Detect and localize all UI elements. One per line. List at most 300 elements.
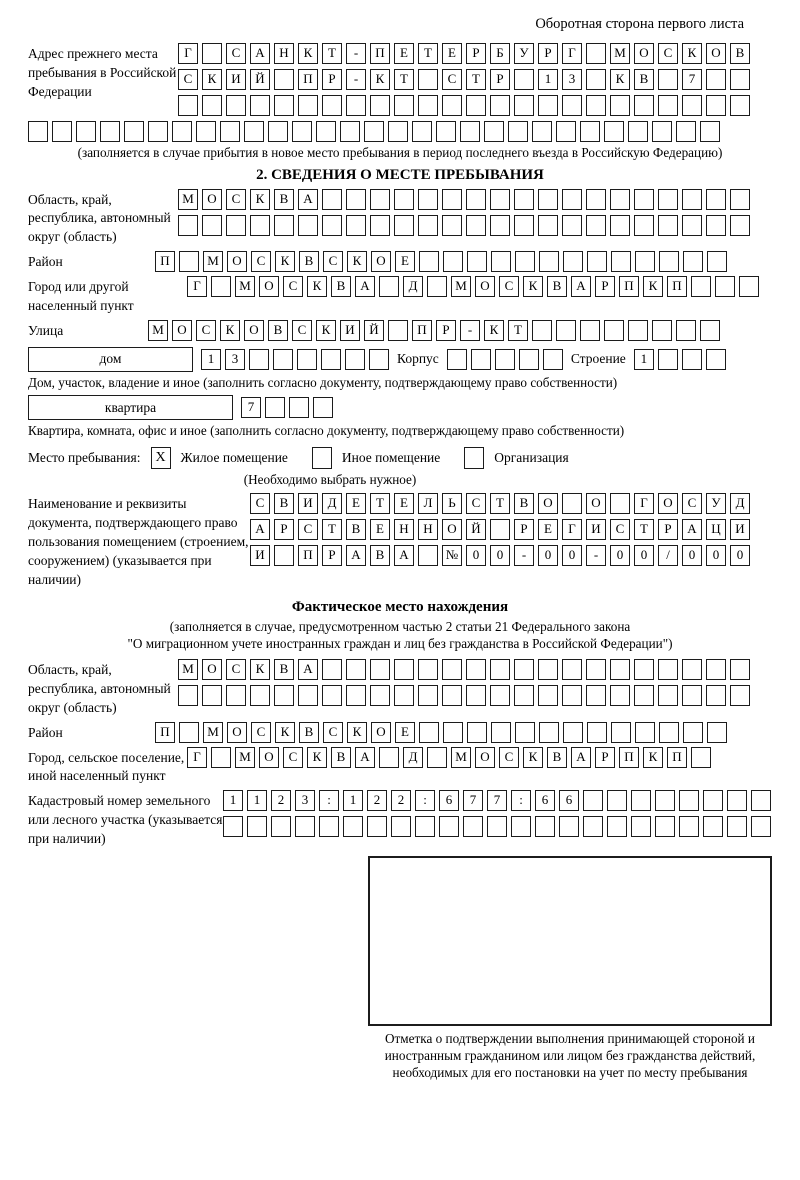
char-cell: М [178,659,198,680]
char-cell: П [667,276,687,297]
char-cell [436,121,456,142]
char-cell: М [148,320,168,341]
char-cell [655,790,675,811]
char-cell [370,659,390,680]
mesto-label: Место пребывания: [28,449,141,465]
char-cell [634,215,654,236]
char-cell [658,215,678,236]
char-cell: А [682,519,702,540]
char-cell [562,189,582,210]
char-cell: Г [178,43,198,64]
char-cell [658,69,678,90]
char-cell [172,121,192,142]
char-cell: К [610,69,630,90]
char-cell [706,349,726,370]
char-cell: И [340,320,360,341]
char-cell [343,816,363,837]
char-cell: Е [370,519,390,540]
char-cell [490,659,510,680]
char-cell [679,790,699,811]
char-cell: С [499,276,519,297]
char-cell [418,659,438,680]
char-cell: А [394,545,414,566]
mesto-note: (Необходимо выбрать нужное) [243,471,417,487]
char-cell [274,95,294,116]
char-cell: Т [370,493,390,514]
char-cell: О [658,493,678,514]
char-cell [682,349,702,370]
kvartira-box-label: квартира [28,395,233,420]
char-cell: 0 [706,545,726,566]
char-cell: Т [394,69,414,90]
char-cell: 3 [225,349,245,370]
char-cell: С [226,189,246,210]
char-cell: П [412,320,432,341]
option-organizatsiya-label: Организация [494,449,569,465]
char-cell: К [370,69,390,90]
char-cell: Р [595,276,615,297]
char-cell: 7 [487,790,507,811]
char-cell [442,685,462,706]
ulitsa-label: Улица [28,322,64,338]
char-cell: С [250,493,270,514]
char-cell: А [571,276,591,297]
char-cell [730,95,750,116]
char-cell: К [275,251,295,272]
fact-oblast-grids [178,659,750,706]
char-cell [273,349,293,370]
char-grid [178,215,750,236]
char-grid [178,43,750,64]
char-cell: К [523,747,543,768]
stamp-caption: Отметка о подтверждении выполнения принимающей стороной и иностранным гражданином или лицом без гражданства действий, необходимых для его постановки на учет по месту пребывания [384,1031,756,1081]
char-cell [346,189,366,210]
char-cell: С [226,43,246,64]
char-cell [730,215,750,236]
char-cell [580,320,600,341]
char-cell [691,747,711,768]
oblast-grids [178,189,750,236]
char-cell [223,816,243,837]
char-cell [634,659,654,680]
char-cell [297,349,317,370]
char-cell: И [730,519,750,540]
char-cell [538,189,558,210]
fact-gorod-label: Город, сельское поселение, иной населенный пункт [28,749,185,784]
document-label: Наименование и реквизиты документа, подтверждающего право пользования помещением (строением, сооружением) (указывается при наличии) [28,496,249,588]
char-cell [442,95,462,116]
char-cell: А [298,189,318,210]
char-cell: К [643,276,663,297]
gorod-label: Город или другой населенный пункт [28,279,134,314]
char-cell [442,659,462,680]
char-cell [321,349,341,370]
char-cell [703,790,723,811]
char-cell [610,685,630,706]
char-cell [715,276,735,297]
fact-oblast-block [28,659,772,718]
fact-note1: (заполняется в случае, предусмотренном частью 2 статьи 21 Федерального закона [169,618,631,634]
oblast-label: Область, край, республика, автономный округ (область) [28,191,171,245]
char-cell: Д [322,493,342,514]
char-cell [491,722,511,743]
char-cell: 1 [634,349,654,370]
kadastr-grids [223,790,771,837]
kadastr-label: Кадастровый номер земельного или лесного участка (указывается при наличии) [28,793,223,847]
char-cell: Е [395,722,415,743]
char-cell [658,95,678,116]
kvartira-row [28,395,772,420]
char-cell [418,685,438,706]
char-cell [751,790,771,811]
char-cell [419,251,439,272]
char-cell [484,121,504,142]
char-cell [730,685,750,706]
char-cell: О [371,722,391,743]
char-cell: К [202,69,222,90]
char-cell: К [347,251,367,272]
char-cell [682,95,702,116]
char-cell [370,189,390,210]
char-cell [700,320,720,341]
char-grid [241,397,333,418]
kvartira-caption: Квартира, комната, офис и иное (заполнить согласно документу, подтверждающему право собственности) [28,423,625,439]
fact-rayon-label: Район [28,724,63,740]
char-cell: 2 [367,790,387,811]
char-cell [466,685,486,706]
char-cell: О [371,251,391,272]
char-cell [388,320,408,341]
char-cell [427,276,447,297]
char-cell: А [250,519,270,540]
char-cell: О [538,493,558,514]
char-cell: О [706,43,726,64]
char-cell [586,69,606,90]
prev-address-grids [178,43,750,116]
char-cell [391,816,411,837]
char-cell: № [442,545,462,566]
char-cell [322,189,342,210]
char-cell [611,722,631,743]
char-cell: П [619,747,639,768]
char-cell [635,251,655,272]
char-cell: 3 [562,69,582,90]
char-cell: У [514,43,534,64]
char-cell [562,215,582,236]
char-cell: В [730,43,750,64]
char-cell: : [415,790,435,811]
char-cell [316,121,336,142]
char-cell: С [298,519,318,540]
char-cell: В [346,519,366,540]
char-cell [679,816,699,837]
char-cell [611,251,631,272]
char-cell [727,790,747,811]
char-cell [466,95,486,116]
char-cell: С [499,747,519,768]
char-cell [586,685,606,706]
char-cell [543,349,563,370]
char-cell [514,659,534,680]
char-cell [610,215,630,236]
char-cell [274,545,294,566]
char-cell: - [346,43,366,64]
char-cell: М [178,189,198,210]
char-cell: П [298,545,318,566]
char-cell: К [307,747,327,768]
char-cell: 0 [730,545,750,566]
char-cell [607,790,627,811]
char-cell: В [634,69,654,90]
prev-address-caption: (заполняется в случае прибытия в новое место пребывания в период последнего въезда в Российскую Федерацию) [77,145,723,160]
char-cell: 1 [201,349,221,370]
char-cell: О [475,276,495,297]
char-cell [535,816,555,837]
char-cell: А [355,747,375,768]
char-cell [562,685,582,706]
char-cell: Й [250,69,270,90]
char-cell [418,189,438,210]
char-grid [223,816,771,837]
char-cell [730,659,750,680]
char-cell: 7 [463,790,483,811]
char-cell: Р [274,519,294,540]
char-cell [274,69,294,90]
char-cell [652,320,672,341]
char-cell [220,121,240,142]
char-cell [563,251,583,272]
dom-row [28,347,772,372]
char-cell: Е [346,493,366,514]
char-cell: В [274,493,294,514]
char-cell: Е [538,519,558,540]
char-cell: К [275,722,295,743]
char-cell: Р [490,69,510,90]
char-cell: С [251,251,271,272]
char-cell: 0 [466,545,486,566]
kadastr-block [28,790,772,849]
char-cell [268,121,288,142]
char-cell: Т [490,493,510,514]
char-cell [559,816,579,837]
char-cell [580,121,600,142]
char-cell: И [226,69,246,90]
rayon-block [28,251,772,272]
char-cell [659,251,679,272]
char-cell [586,43,606,64]
char-cell: К [220,320,240,341]
char-cell: Е [394,493,414,514]
char-cell: М [235,747,255,768]
char-cell: 0 [610,545,630,566]
char-cell: П [619,276,639,297]
char-cell: А [355,276,375,297]
char-cell: О [259,747,279,768]
char-cell [610,493,630,514]
char-cell [322,215,342,236]
char-cell [676,320,696,341]
char-cell: В [274,659,294,680]
char-cell [370,685,390,706]
char-cell [471,349,491,370]
document-grids [250,493,750,566]
prev-address-label: Адрес прежнего места пребывания в Российской Федерации [28,46,177,99]
char-cell: Т [322,43,342,64]
char-cell: О [202,189,222,210]
document-block [28,493,772,589]
char-cell [490,95,510,116]
char-cell [495,349,515,370]
char-grid [250,493,750,514]
fact-note2: "О миграционном учете иностранных граждан и лиц без гражданства в Российской Федерации") [127,636,673,652]
char-cell [676,121,696,142]
char-cell [583,816,603,837]
char-cell [379,747,399,768]
char-cell: М [203,722,223,743]
char-cell [703,816,723,837]
char-cell [247,816,267,837]
char-cell: Ь [442,493,462,514]
char-cell: С [178,69,198,90]
char-cell [658,659,678,680]
stroenie-label: Строение [570,351,626,367]
char-cell: / [658,545,678,566]
char-cell: 7 [241,397,261,418]
char-cell [388,121,408,142]
char-cell: П [667,747,687,768]
checkbox-zhiloe: X [151,447,171,469]
char-cell: М [451,276,471,297]
char-cell [634,95,654,116]
char-cell [706,215,726,236]
char-cell [562,493,582,514]
char-cell [538,215,558,236]
char-cell [628,121,648,142]
char-grid [178,685,750,706]
char-cell: С [682,493,702,514]
char-cell: Й [364,320,384,341]
char-cell [607,816,627,837]
char-cell [682,659,702,680]
char-cell: И [298,493,318,514]
char-cell [322,95,342,116]
char-cell: : [319,790,339,811]
char-cell: 2 [271,790,291,811]
char-grid [250,545,750,566]
char-grid [155,722,727,743]
char-cell [250,685,270,706]
char-cell [487,816,507,837]
char-cell [460,121,480,142]
char-cell [586,95,606,116]
char-cell [178,685,198,706]
char-cell [443,722,463,743]
char-cell [610,659,630,680]
char-cell: В [370,545,390,566]
char-cell: Г [634,493,654,514]
char-cell [415,816,435,837]
char-cell [442,215,462,236]
char-cell [604,320,624,341]
char-cell: 2 [391,790,411,811]
char-cell [148,121,168,142]
char-grid [223,790,771,811]
char-cell [367,816,387,837]
char-cell: В [331,276,351,297]
char-cell [211,276,231,297]
char-cell: Е [442,43,462,64]
char-cell [700,121,720,142]
char-cell [691,276,711,297]
char-cell: Н [394,519,414,540]
char-cell [427,747,447,768]
char-cell: О [172,320,192,341]
char-cell [682,685,702,706]
char-cell [346,215,366,236]
char-cell: 1 [223,790,243,811]
char-cell [514,95,534,116]
dom-box-label: дом [28,347,193,372]
char-cell: 0 [682,545,702,566]
char-cell: П [298,69,318,90]
char-cell: М [451,747,471,768]
char-cell [706,69,726,90]
char-cell: К [682,43,702,64]
char-grid [178,69,750,90]
char-grid [155,251,727,272]
char-cell: Г [562,519,582,540]
char-cell [466,659,486,680]
char-cell [346,95,366,116]
char-cell [298,215,318,236]
char-cell: В [547,747,567,768]
char-cell: А [571,747,591,768]
char-cell [508,121,528,142]
char-cell [538,95,558,116]
char-cell: 0 [562,545,582,566]
char-cell [466,189,486,210]
char-cell: П [155,722,175,743]
char-cell: А [298,659,318,680]
char-cell: В [514,493,534,514]
char-cell: К [250,659,270,680]
char-cell: С [610,519,630,540]
char-cell [295,816,315,837]
char-cell [539,722,559,743]
char-cell: 1 [538,69,558,90]
char-cell [538,685,558,706]
char-cell [467,722,487,743]
char-cell [346,685,366,706]
char-cell: Т [418,43,438,64]
char-cell [419,722,439,743]
char-cell [706,95,726,116]
char-cell: О [202,659,222,680]
char-cell: Ц [706,519,726,540]
char-cell: Й [466,519,486,540]
char-cell: С [226,659,246,680]
char-cell: А [346,545,366,566]
char-grid [187,747,711,768]
char-cell [418,95,438,116]
char-cell: С [251,722,271,743]
char-cell [370,95,390,116]
char-cell: К [316,320,336,341]
fact-oblast-label: Область, край, республика, автономный округ (область) [28,661,171,715]
char-cell: Т [508,320,528,341]
char-cell [739,276,759,297]
char-cell [226,215,246,236]
